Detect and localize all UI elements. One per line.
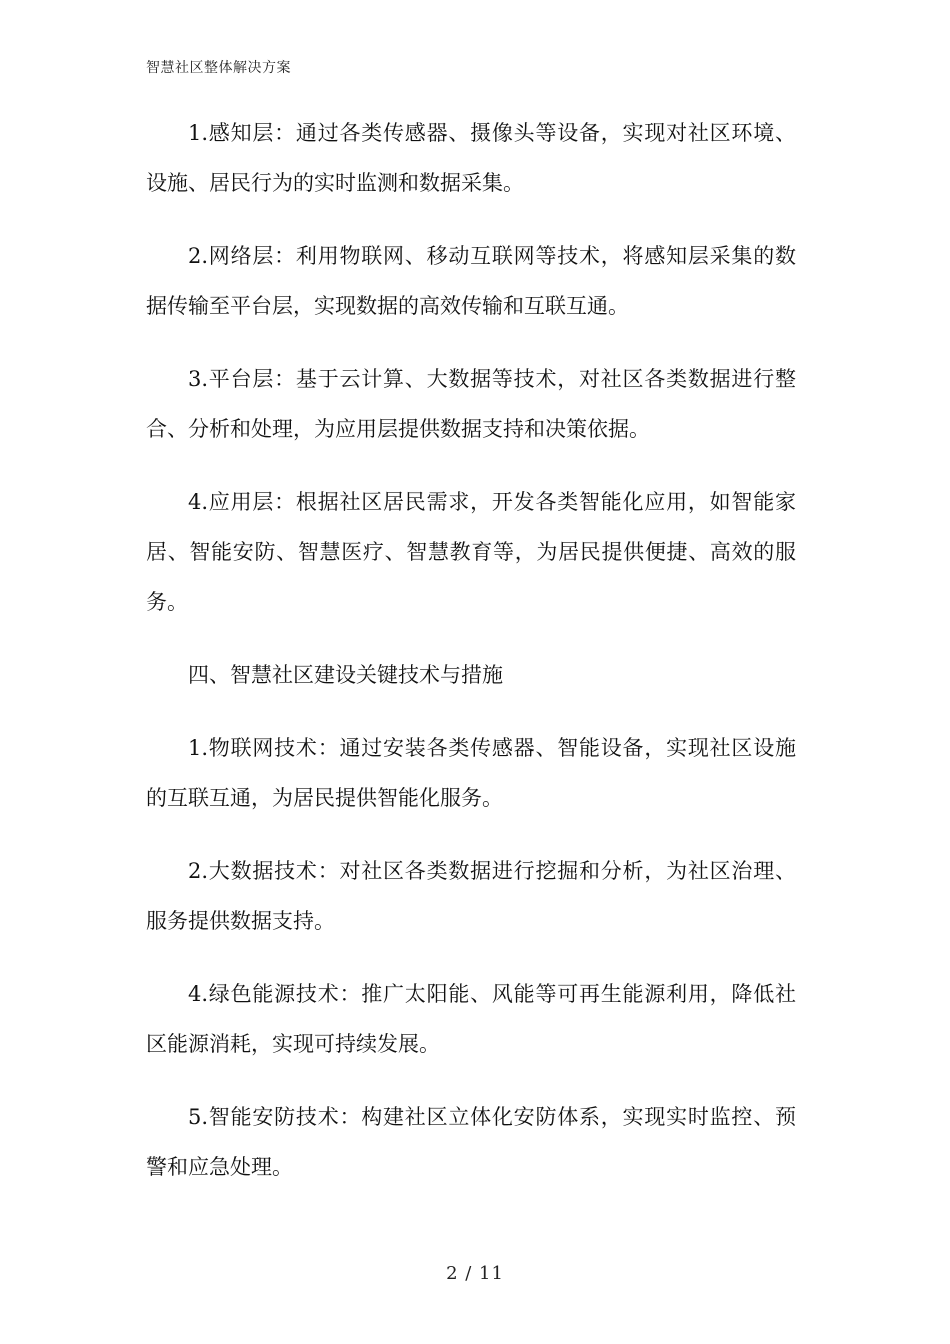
- document-body: [146, 108, 796, 1215]
- paragraph-perception-layer: 1.感知层：通过各类传感器、摄像头等设备，实现对社区环境、设施、居民行为的实时监测和数据采集。: [146, 121, 796, 195]
- paragraph-iot-technology: 1.物联网技术：通过安装各类传感器、智能设备，实现社区设施的互联互通，为居民提供智能化服务。: [146, 736, 796, 810]
- paragraph-smart-security-technology: 5.智能安防技术：构建社区立体化安防体系，实现实时监控、预警和应急处理。: [146, 1105, 796, 1179]
- page-number: 2 / 11: [446, 1263, 504, 1284]
- paragraph-big-data-technology: 2.大数据技术：对社区各类数据进行挖掘和分析，为社区治理、服务提供数据支持。: [146, 859, 796, 933]
- running-header: 智慧社区整体解决方案: [146, 60, 291, 76]
- paragraph-application-layer: 4.应用层：根据社区居民需求，开发各类智能化应用，如智能家居、智能安防、智慧医疗、智慧教育等，为居民提供便捷、高效的服务。: [146, 490, 796, 614]
- section-heading-key-technologies: 四、智慧社区建设关键技术与措施: [188, 663, 503, 687]
- paragraph-network-layer: 2.网络层：利用物联网、移动互联网等技术，将感知层采集的数据传输至平台层，实现数据的高效传输和互联互通。: [146, 244, 796, 318]
- paragraph-green-energy-technology: 4.绿色能源技术：推广太阳能、风能等可再生能源利用，降低社区能源消耗，实现可持续发展。: [146, 982, 796, 1056]
- paragraph-platform-layer: 3.平台层：基于云计算、大数据等技术，对社区各类数据进行整合、分析和处理，为应用层提供数据支持和决策依据。: [146, 367, 796, 441]
